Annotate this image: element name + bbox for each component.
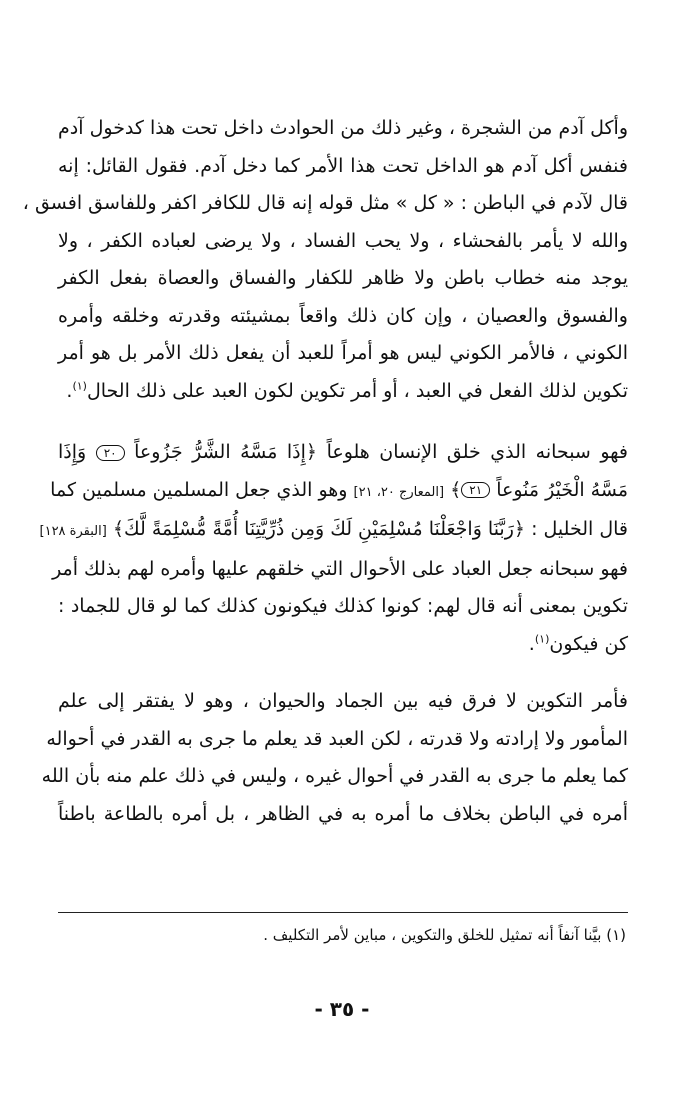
text-span: كن فيكون <box>549 632 628 655</box>
quran-verse: ﴿إِذَا مَسَّهُ الشَّرُّ جَزُوعاً <box>134 441 318 463</box>
quran-verse: وَإِذَا <box>58 441 87 463</box>
text-span: تكوين لذلك الفعل في العبد ، أو أمر تكوين لكون العبد على ذلك الحال <box>86 379 628 402</box>
footnote: (١) بيَّنا آنفاً أنه تمثيل للخلق والتكوين ، مباين لأمر التكليف . <box>263 926 626 944</box>
text-line: قال لآدم في الباطن : « كل » مثل قوله إنه قال للكافر اكفر وللفاسق افسق ، <box>22 192 628 214</box>
paragraph-1 <box>22 110 628 410</box>
paragraph-2 <box>39 434 628 663</box>
text-line: أمره في الباطن بخلاف ما أمره به في الظاهر ، بل أمره بالطاعة باطناً <box>58 802 628 825</box>
text-line: تكوين بمعنى أنه قال لهم: كونوا كذلك فيكونون كذلك كما لو قال للجماد : <box>58 595 628 617</box>
text-span: وهو الذي جعل المسلمين مسلمين كما <box>50 478 348 501</box>
text-line: والفسوق والعصيان ، وإن كان ذلك واقعاً بمشيئته وقدرته وخلقه وأمره <box>58 304 628 327</box>
paragraph-3 <box>41 683 628 833</box>
verse-reference: [المعارج ٢٠، ٢١] <box>353 484 445 500</box>
page-number: - ٣٥ - <box>314 997 370 1021</box>
footnote-ref: (١) <box>534 632 550 646</box>
quran-bracket: ﴾ <box>450 478 462 501</box>
verse-reference: [البقرة ١٢٨] <box>39 524 107 539</box>
text-line: وأكل آدم من الشجرة ، وغير ذلك من الحوادث داخل تحت هذا كدخول آدم <box>58 117 628 139</box>
quran-verse: مَسَّهُ الْخَيْرُ مَنُوعاً <box>496 478 628 501</box>
text-line: المأمور ولا إرادته ولا قدرته ، لكن العبد قد يعلم ما جرى به القدر في أحواله <box>46 727 628 750</box>
text-span: قال الخليل : <box>531 518 628 540</box>
text-line <box>50 472 628 512</box>
text-line: فنفس أكل آدم هو الداخل تحت هذا الأمر كما دخل آدم. فقول القائل: إنه <box>58 154 628 177</box>
page-body <box>22 110 628 853</box>
text-line <box>39 511 628 551</box>
text-line: الكوني ، فالأمر الكوني ليس هو أمراً للعبد أن يفعل ذلك الأمر بل هو أمر <box>58 342 628 364</box>
text-line: يوجد منه خطاب باطن ولا ظاهر للكفار والفساق والعصاة بفعل الكفر <box>58 267 628 289</box>
text-line <box>58 434 628 472</box>
quran-verse: ﴿رَبَّنَا وَاجْعَلْنَا مُسْلِمَيْنِ لَكَ وَمِن ذُرِّيَّتِنَا أُمَّةً مُّسْلِمَةً لَّكَ﴾ <box>112 518 526 540</box>
ayah-number-badge: ٢٠ <box>96 445 125 461</box>
text-line: فأمر التكوين لا فرق فيه بين الجماد والحيوان ، وهو لا يفتقر إلى علم <box>58 690 628 712</box>
text-line: فهو سبحانه جعل العباد على الأحوال التي خلقهم عليها وأمره لهم بذلك أمر <box>52 557 628 580</box>
text-line: تكوين لذلك الفعل في العبد ، أو أمر تكوين لكون العبد على ذلك الحال$^{(١)}$. <box>66 379 628 402</box>
footnote-ref: (١) <box>72 379 87 393</box>
text-line: والله لا يأمر بالفحشاء ، ولا يحب الفساد ، ولا يرضى لعباده الكفر ، ولا <box>58 229 628 252</box>
ayah-number-badge: ٢١ <box>461 482 490 498</box>
text-line: كما يعلم ما جرى به القدر في أحوال غيره ، وليس في ذلك علم منه بأن الله <box>41 765 628 787</box>
footnote-divider <box>58 912 628 913</box>
text-line: كن فيكون$^{(١)}$. <box>528 632 628 655</box>
text-span: فهو سبحانه الذي خلق الإنسان هلوعاً <box>326 441 628 463</box>
